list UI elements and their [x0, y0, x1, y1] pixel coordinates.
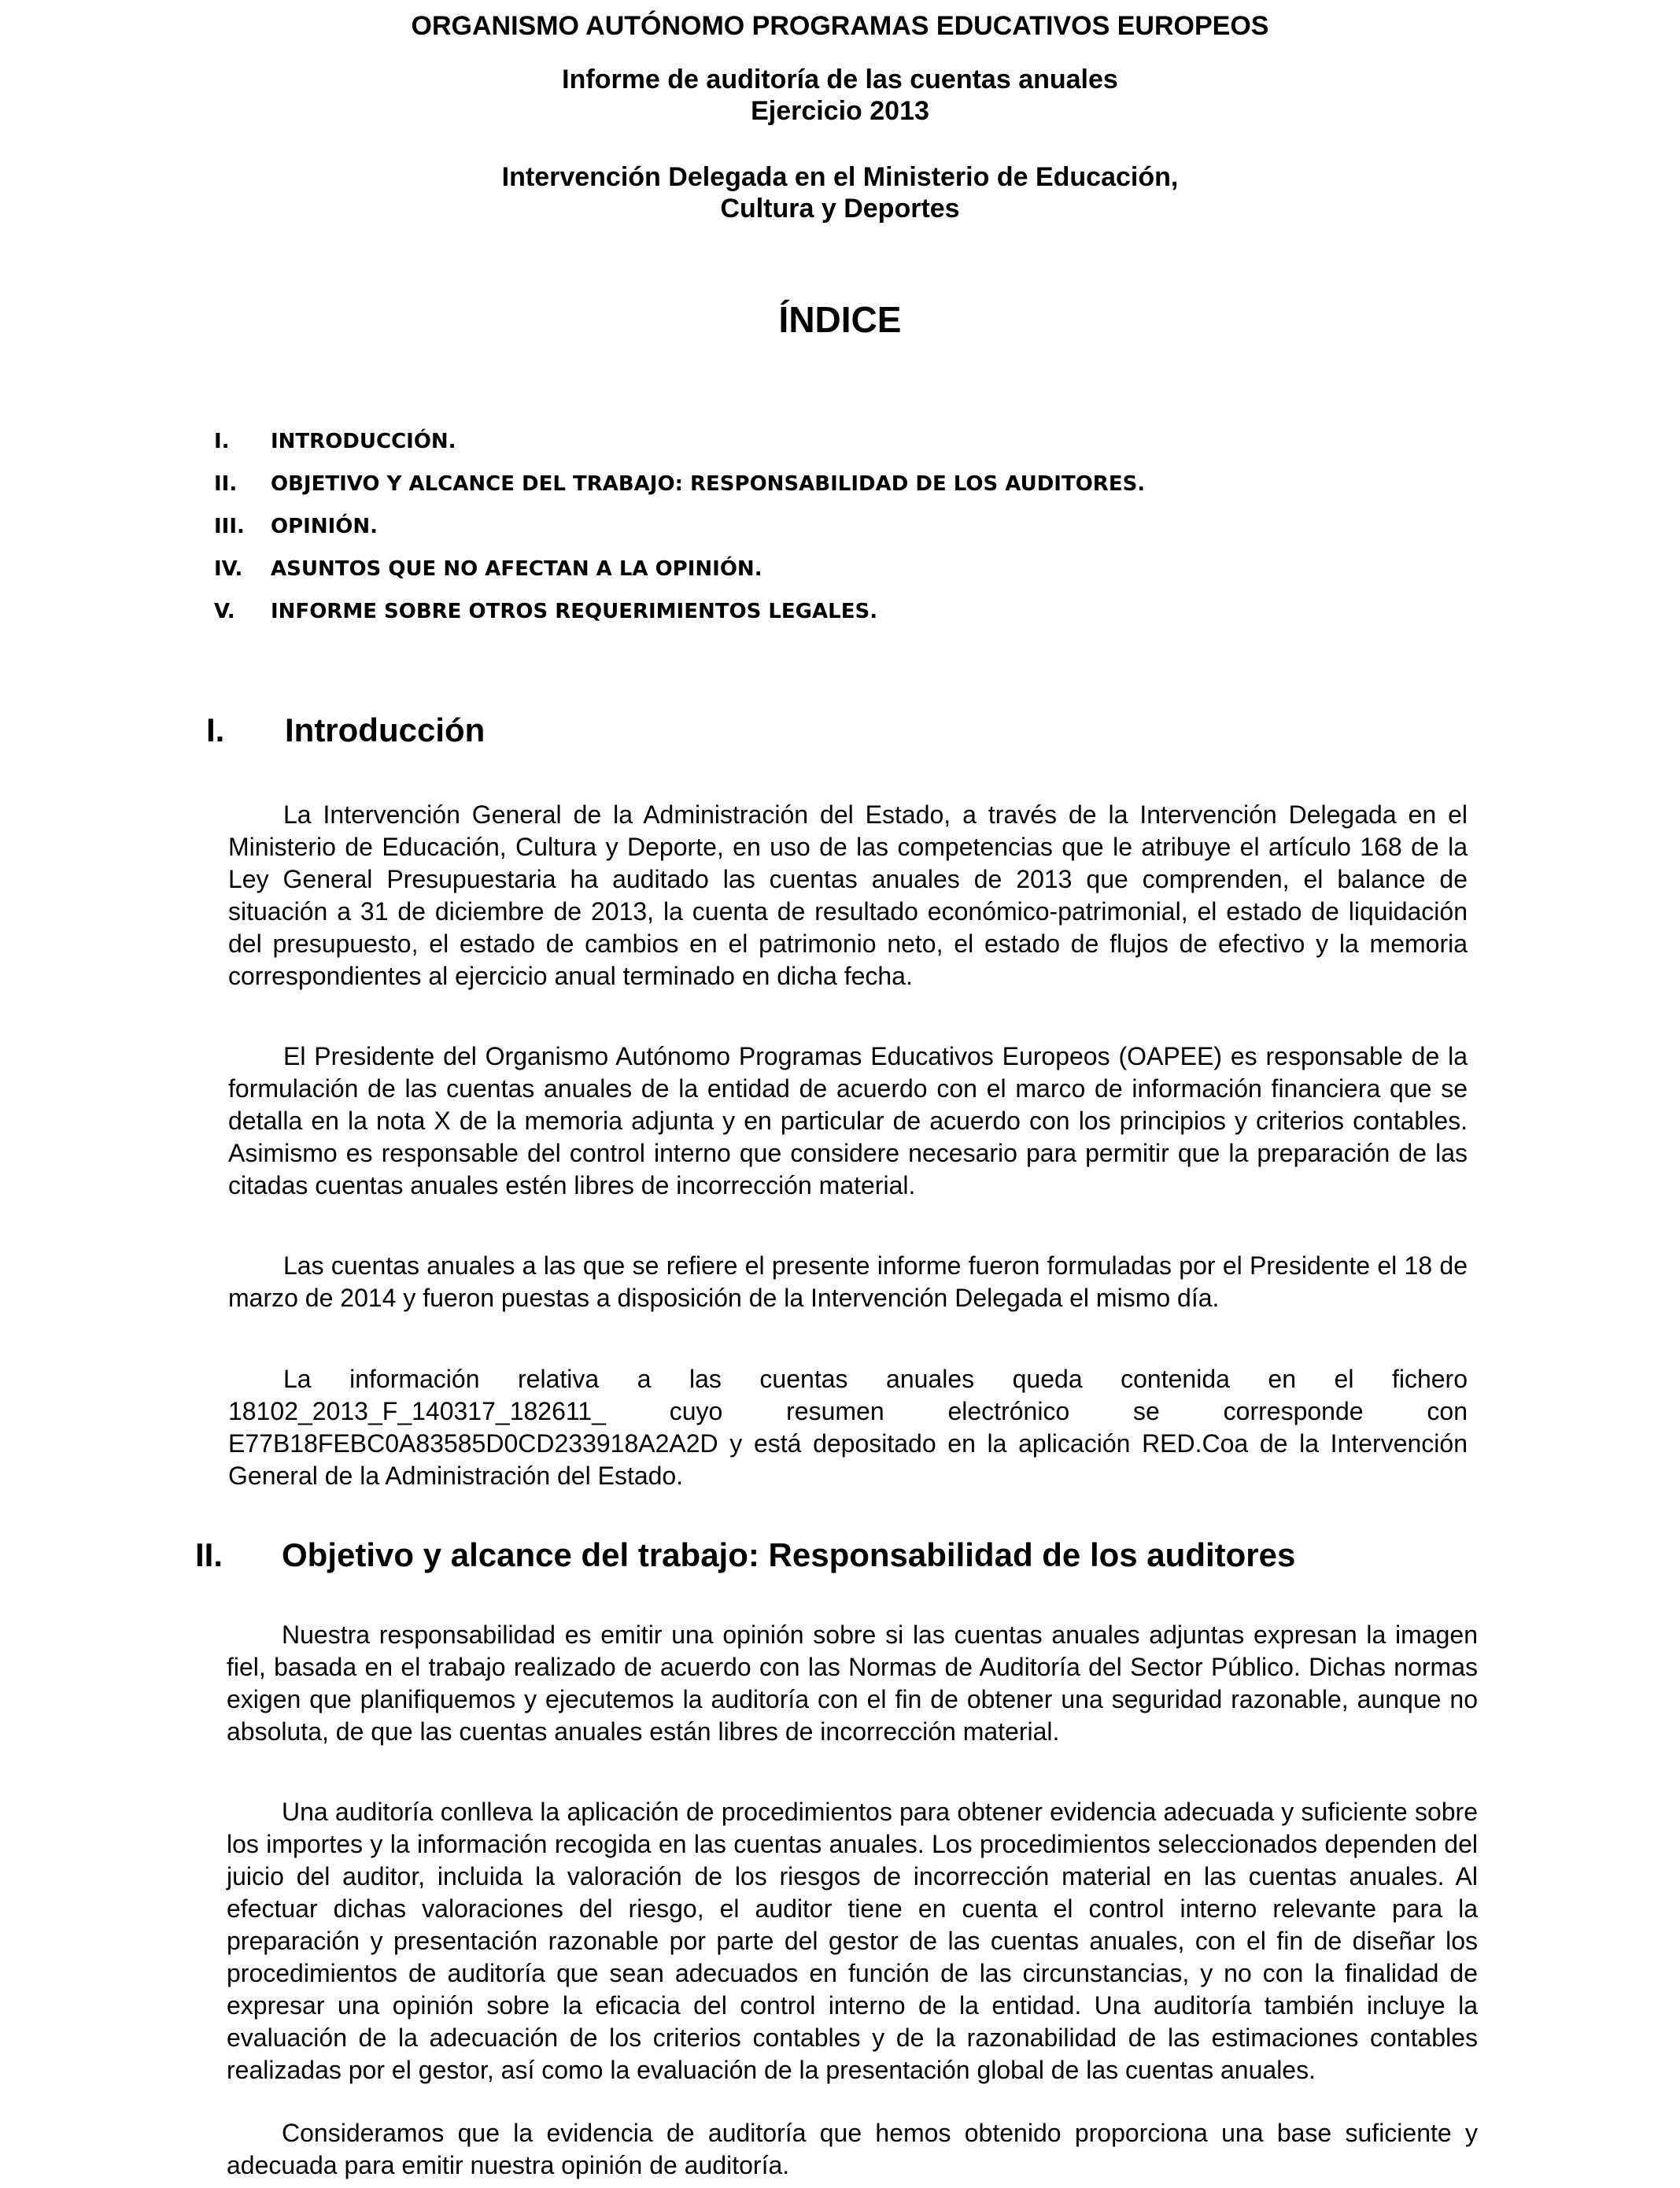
toc-item-label: ASUNTOS QUE NO AFECTAN A LA OPINIÓN.: [271, 557, 762, 581]
toc-item-introduccion: [214, 429, 456, 454]
toc-item-objetivo: [214, 471, 1145, 497]
toc-item-label: INFORME SOBRE OTROS REQUERIMIENTOS LEGALES.: [271, 600, 878, 623]
report-title: Informe de auditoría de las cuentas anuales: [562, 65, 1118, 94]
intervention-line-2: Cultura y Deportes: [720, 194, 960, 224]
paragraph: Consideramos que la evidencia de auditoría que hemos obtenido proporciona una base suficiente y adecuada para emitir nuestra opinión de auditoría.: [227, 2119, 1478, 2179]
section-title: Objetivo y alcance del trabajo: Responsabilidad de los auditores: [282, 1536, 1296, 1573]
toc-item-label: OBJETIVO Y ALCANCE DEL TRABAJO: RESPONSABILIDAD DE LOS AUDITORES.: [271, 472, 1146, 496]
section-heading-objetivo: [195, 1535, 1533, 1576]
toc-item-number: V.: [214, 600, 235, 623]
toc-item-label: OPINIÓN.: [271, 515, 378, 538]
toc-item-number: III.: [214, 515, 245, 538]
organization-title: ORGANISMO AUTÓNOMO PROGRAMAS EDUCATIVOS EUROPEOS: [411, 11, 1269, 41]
paragraph: Nuestra responsabilidad es emitir una opinión sobre si las cuentas anuales adjuntas expresan la imagen fiel, basada en el trabajo realizado de acuerdo con las Normas de Auditoría del Sector Público. Dichas normas exigen que planifiquemos y ejecutemos la auditoría con el fin de obtener una seguridad razonable, aunque no absoluta, de que las cuentas anuales están libres de incorrección material.: [227, 1621, 1478, 1746]
toc-item-number: IV.: [214, 557, 243, 581]
index-title: ÍNDICE: [778, 299, 902, 340]
report-year: Ejercicio 2013: [751, 96, 929, 126]
paragraph: La información relativa a las cuentas anuales queda contenida en el fichero 18102_2013_F_140317_182611_ cuyo resumen electrónico se corresponde con E77B18FEBC0A83585D0CD233918A2A2D y está depositado en la aplicación RED.Coa de la Intervención General de la Administración del Estado.: [228, 1365, 1468, 1490]
section-number: I.: [206, 711, 225, 748]
paragraph: El Presidente del Organismo Autónomo Programas Educativos Europeos (OAPEE) es responsable de la formulación de las cuentas anuales de la entidad de acuerdo con el marco de información financiera que se detalla en la nota X de la memoria adjunta y en particular de acuerdo con los principios y criterios contables. Asimismo es responsable del control interno que considere necesario para permitir que la preparación de las citadas cuentas anuales estén libres de incorrección material.: [228, 1042, 1468, 1199]
toc-item-number: I.: [214, 430, 230, 453]
paragraph: Una auditoría conlleva la aplicación de procedimientos para obtener evidencia adecuada y suficiente sobre los importes y la información recogida en las cuentas anuales. Los procedimientos seleccionados dependen del juicio del auditor, incluida la valoración de los riesgos de incorrección material en las cuentas anuales. Al efectuar dichas valoraciones del riesgo, el auditor tiene en cuenta el control interno relevante para la preparación y presentación razonable por parte del gestor de las cuentas anuales, con el fin de diseñar los procedimientos de auditoría que sean adecuados en función de las circunstancias, y no con la finalidad de expresar una opinión sobre la eficacia del control interno de la entidad. Una auditoría también incluye la evaluación de la adecuación de los criterios contables y de la razonabilidad de las estimaciones contables realizadas por el gestor, así como la evaluación de la presentación global de las cuentas anuales.: [227, 1798, 1478, 2084]
toc-item-number: II.: [214, 472, 238, 496]
section-heading-introduccion: [206, 710, 1465, 751]
paragraph: Las cuentas anuales a las que se refiere el presente informe fueron formuladas por el Presidente el 18 de marzo de 2014 y fueron puestas a disposición de la Intervención Delegada el mismo día.: [228, 1251, 1468, 1312]
paragraph: La Intervención General de la Administración del Estado, a través de la Intervención Delegada en el Ministerio de Educación, Cultura y Deporte, en uso de las competencias que le atribuye el artículo 168 de la Ley General Presupuestaria ha auditado las cuentas anuales de 2013 que comprenden, el balance de situación a 31 de diciembre de 2013, la cuenta de resultado económico-patrimonial, el estado de liquidación del presupuesto, el estado de cambios en el patrimonio neto, el estado de flujos de efectivo y la memoria correspondientes al ejercicio anual terminado en dicha fecha.: [228, 800, 1468, 990]
toc-item-label: INTRODUCCIÓN.: [271, 430, 456, 453]
toc-item-asuntos: [214, 556, 762, 582]
intervention-line-1: Intervención Delegada en el Ministerio de Educación,: [501, 162, 1179, 192]
toc-item-opinion: [214, 514, 378, 539]
section-title: Introducción: [285, 711, 486, 748]
section-number: II.: [195, 1536, 223, 1573]
toc-item-informe: [214, 599, 877, 624]
